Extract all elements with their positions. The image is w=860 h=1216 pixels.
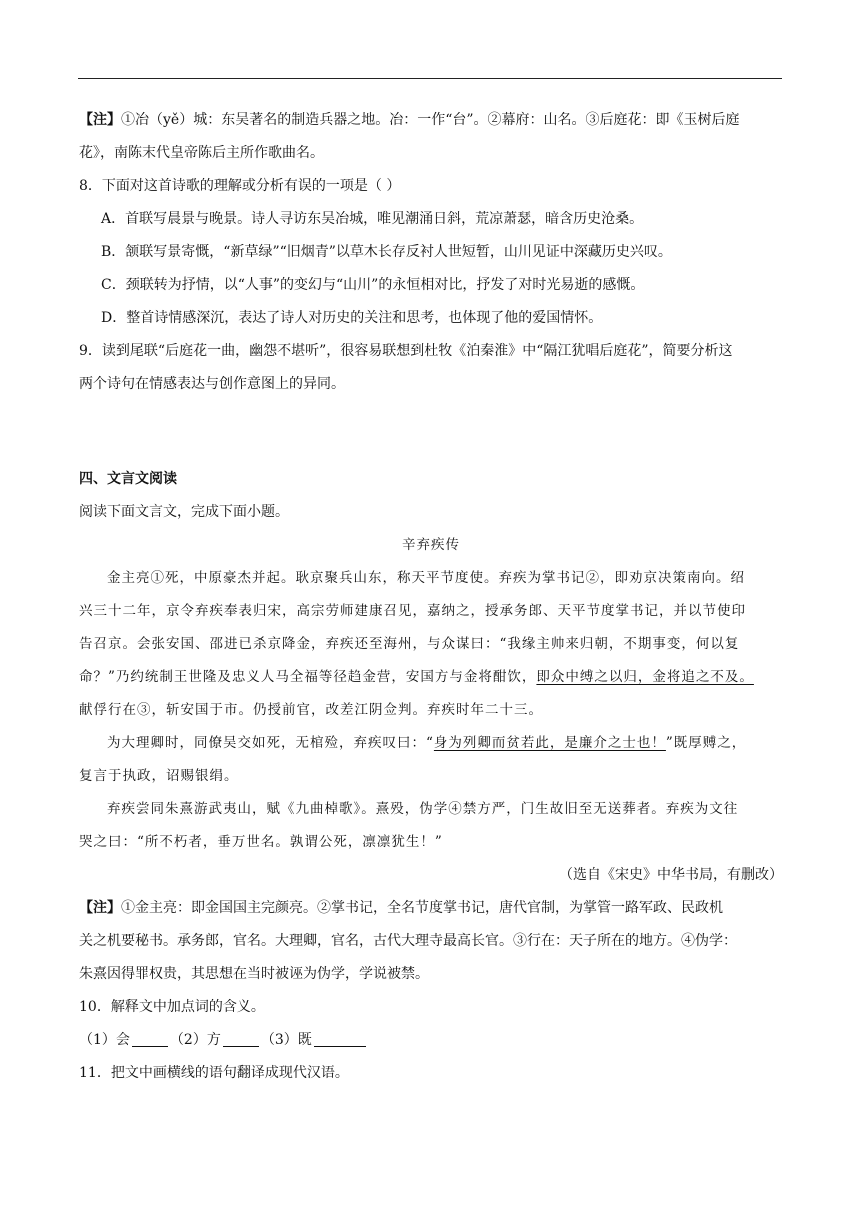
note-label: 【注】 xyxy=(79,900,121,916)
poem-note-line-1: 【注】①冶（yě）城：东吴著名的制造兵器之地。冶：一作“台”。②幕府：山名。③后庭花：即《玉树后庭 xyxy=(79,112,740,128)
passage-line: 复言于执政，诏赐银绢。 xyxy=(79,768,239,784)
underlined-sentence-1: 即众中缚之以归，金将追之不及。 xyxy=(536,669,754,685)
passage-paragraph-3 xyxy=(79,793,783,859)
passage-line: 金主亮①死，中原豪杰并起。耿京聚兵山东，称天平节度使。弃疾为掌书记②，即劝京决策南向。绍 xyxy=(107,570,745,586)
passage-line: 兴三十二年，京令弃疾奉表归宋，高宗劳师建康召见，嘉纳之，授承务郎、天平节度掌书记，并以节使印 xyxy=(79,603,746,619)
passage-line: 告召京。会张安国、邵进已杀京降金，弃疾还至海州，与众谋曰：“我缘主帅来归朝，不期事变，何以复 xyxy=(79,636,740,652)
poem-note-line-2: 花》，南陈末代皇帝陈后主所作歌曲名。 xyxy=(79,145,324,161)
passage-note-line-1: 【注】①金主亮：即金国国主完颜亮。②掌书记，全名节度掌书记，唐代官制，为掌管一路军政、民政机 xyxy=(79,900,723,916)
question-8-option-a: A．首联写晨景与晚景。诗人寻访东吴冶城，唯见潮涌日斜，荒凉萧瑟，暗含历史沧桑。 xyxy=(101,211,644,227)
question-9-line-2: 两个诗句在情感表达与创作意图上的异同。 xyxy=(79,376,345,392)
underlined-sentence-2: 身为列卿而贫若此，是廉介之士也！ xyxy=(433,735,666,751)
passage-line: 哭之曰：“所不朽者，垂万世名。孰谓公死，凛凛犹生！” xyxy=(79,834,443,850)
question-8-option-c: C．颈联转为抒情，以“人事”的变幻与“山川”的永恒相对比，抒发了对时光易逝的感慨。 xyxy=(101,277,645,293)
section-4-instruction: 阅读下面文言文，完成下面小题。 xyxy=(79,504,289,520)
answer-blank[interactable] xyxy=(223,1030,259,1047)
passage-source: （选自《宋史》中华书局，有删改） xyxy=(559,867,783,883)
section-4-title: 四、文言文阅读 xyxy=(79,471,177,487)
header-rule xyxy=(78,78,782,79)
passage-line: 为大理卿时，同僚吴交如死，无棺殓，弃疾叹曰：“身为列卿而贫若此，是廉介之士也！”既厚赙之， xyxy=(107,735,747,751)
passage-line: 献俘行在③，斩安国于市。仍授前官，改差江阴佥判。弃疾时年二十三。 xyxy=(79,702,543,718)
question-8-stem: 8．下面对这首诗歌的理解或分析有误的一项是（ ） xyxy=(79,178,401,194)
question-10-stem: 10．解释文中加点词的含义。 xyxy=(79,999,265,1015)
question-8-option-d: D．整首诗情感深沉，表达了诗人对历史的关注和思考，也体现了他的爱国情怀。 xyxy=(101,310,603,326)
passage-line: 弃疾尝同朱熹游武夷山，赋《九曲棹歌》。熹殁，伪学④禁方严，门生故旧至无送葬者。弃疾为文往 xyxy=(107,801,739,817)
passage-note-line-2: 关之机要秘书。承务郎，官名。大理卿，官名，古代大理寺最高长官。③行在：天子所在的地方。④伪学： xyxy=(79,933,737,949)
note-label: 【注】 xyxy=(79,112,121,128)
question-8-option-b: B．颔联写景寄慨，“新草绿”“旧烟青”以草木长存反衬人世短暂，山川见证中深藏历史兴叹。 xyxy=(101,244,672,260)
passage-paragraph-2 xyxy=(79,727,783,793)
question-10-items: （1）会 （2）方 （3）既 xyxy=(79,1024,783,1057)
answer-blank[interactable] xyxy=(132,1030,168,1047)
passage-title: 辛弃疾传 xyxy=(402,537,460,553)
passage-note-line-3: 朱熹因得罪权贵，其思想在当时被诬为伪学，学说被禁。 xyxy=(79,966,429,982)
question-9-line-1: 9．读到尾联“后庭花一曲，幽怨不堪听”，很容易联想到杜牧《泊秦淮》中“隔江犹唱后庭花”，简要分析这 xyxy=(79,343,733,359)
passage-paragraph-1 xyxy=(79,562,783,727)
passage-line: 命？”乃约统制王世隆及忠义人马全福等径趋金营，安国方与金将酣饮，即众中缚之以归，金将追之不及。 xyxy=(79,669,754,685)
answer-blank[interactable] xyxy=(314,1030,366,1047)
question-11-stem: 11．把文中画横线的语句翻译成现代汉语。 xyxy=(79,1065,349,1081)
document-content xyxy=(79,104,783,1090)
